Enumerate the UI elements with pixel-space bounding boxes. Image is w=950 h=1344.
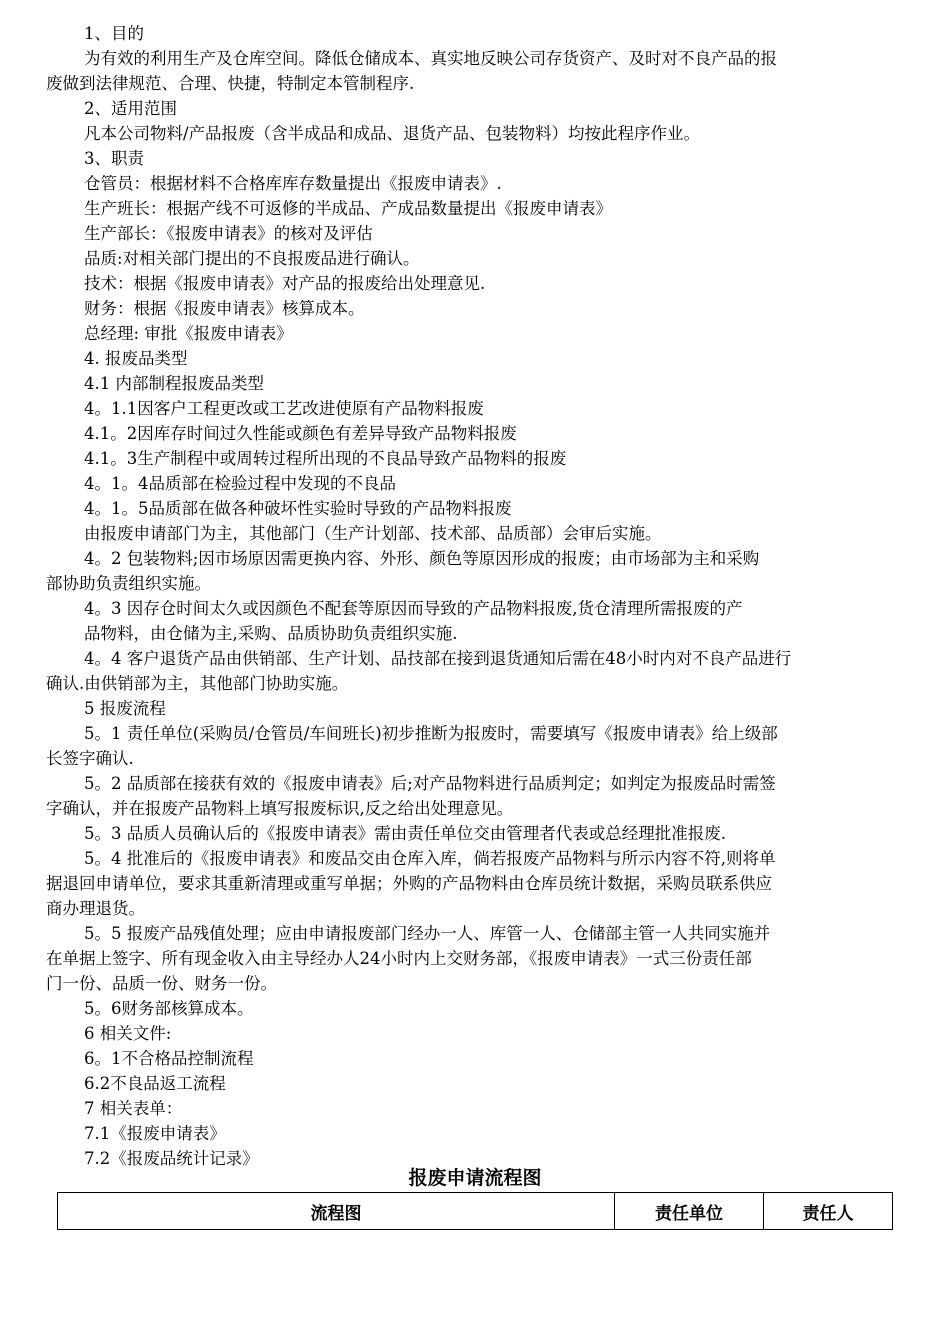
paragraph-line: 5。4 批准后的《报废申请表》和废品交由仓库入库，倘若报废产品物料与所示内容不符,则将单 — [84, 849, 776, 868]
paragraph-line: 6.2不良品返工流程 — [84, 1074, 226, 1093]
paragraph-line: 总经理: 审批《报废申请表》 — [84, 324, 293, 343]
section-heading-duties: 3、职责 — [84, 149, 144, 168]
section-heading-purpose: 1、目的 — [84, 24, 144, 43]
paragraph-line: 4。1。5品质部在做各种破坏性实验时导致的产品物料报废 — [84, 499, 512, 518]
paragraph-line: 据退回申请单位，要求其重新清理或重写单据；外购的产品物料由仓库员统计数据，采购员联系供应 — [46, 874, 772, 893]
paragraph-line: 品质:对相关部门提出的不良报废品进行确认。 — [84, 249, 420, 268]
paragraph-line: 确认.由供销部为主，其他部门协助实施。 — [46, 674, 349, 693]
paragraph-line: 6。1不合格品控制流程 — [84, 1049, 254, 1068]
flowchart-table — [57, 1192, 893, 1230]
section-heading-related-docs: 6 相关文件: — [84, 1024, 172, 1043]
paragraph-line: 生产部长：《报废申请表》的核对及评估 — [84, 224, 373, 243]
paragraph-line: 5。2 品质部在接获有效的《报废申请表》后;对产品物料进行品质判定；如判定为报废品时需签 — [84, 774, 776, 793]
paragraph-line: 长签字确认. — [46, 749, 134, 768]
paragraph-line: 4。4 客户退货产品由供销部、生产计划、品技部在接到退货通知后需在48小时内对不良产品进行 — [84, 649, 792, 668]
section-heading-related-forms: 7 相关表单： — [84, 1099, 183, 1118]
paragraph-line: 废做到法律规范、合理、快捷，特制定本管制程序. — [46, 74, 415, 93]
table-header-responsible-unit: 责任单位 — [615, 1193, 764, 1230]
paragraph-line: 凡本公司物料/产品报废（含半成品和成品、退货产品、包装物料）均按此程序作业。 — [84, 124, 701, 143]
paragraph-line: 7.1《报废申请表》 — [84, 1124, 226, 1143]
paragraph-line: 5。6财务部核算成本。 — [84, 999, 254, 1018]
table-header-flowchart: 流程图 — [58, 1193, 615, 1230]
paragraph-line: 5。1 责任单位(采购员/仓管员/车间班长)初步推断为报废时，需要填写《报废申请表》给上级部 — [84, 724, 778, 743]
paragraph-line: 4。2 包装物料;因市场原因需更换内容、外形、颜色等原因形成的报废；由市场部为主和采购 — [84, 549, 760, 568]
paragraph-line: 由报废申请部门为主，其他部门（生产计划部、技术部、品质部）会审后实施。 — [84, 524, 662, 543]
paragraph-line: 5。3 品质人员确认后的《报废申请表》需由责任单位交由管理者代表或总经理批准报废. — [84, 824, 726, 843]
paragraph-line: 仓管员：根据材料不合格库库存数量提出《报废申请表》. — [84, 174, 502, 193]
paragraph-line: 4。3 因存仓时间太久或因颜色不配套等原因而导致的产品物料报废,货仓清理所需报废的产 — [84, 599, 743, 618]
paragraph-line: 4.1。2因库存时间过久性能或颜色有差异导致产品物料报废 — [84, 424, 517, 443]
paragraph-line: 字确认，并在报废产品物料上填写报废标识,反之给出处理意见。 — [46, 799, 514, 818]
paragraph-line: 部协助负责组织实施。 — [46, 574, 211, 593]
paragraph-line: 4.1 内部制程报废品类型 — [84, 374, 264, 393]
paragraph-line: 品物料，由仓储为主,采购、品质协助负责组织实施. — [84, 624, 458, 643]
paragraph-line: 4。1.1因客户工程更改或工艺改进使原有产品物料报废 — [84, 399, 484, 418]
paragraph-line: 商办理退货。 — [46, 899, 145, 918]
section-heading-scope: 2、适用范围 — [84, 99, 177, 118]
paragraph-line: 4。1。4品质部在检验过程中发现的不良品 — [84, 474, 396, 493]
paragraph-line: 在单据上签字、所有现金收入由主导经办人24小时内上交财务部，《报废申请表》一式三份责任部 — [46, 949, 752, 968]
table-header-row — [58, 1193, 893, 1230]
paragraph-line: 财务：根据《报废申请表》核算成本。 — [84, 299, 365, 318]
table-header-responsible-person: 责任人 — [764, 1193, 893, 1230]
section-heading-scrap-types: 4. 报废品类型 — [84, 349, 188, 368]
section-heading-process: 5 报废流程 — [84, 699, 166, 718]
paragraph-line: 为有效的利用生产及仓库空间。降低仓储成本、真实地反映公司存货资产、及时对不良产品的报 — [84, 49, 777, 68]
paragraph-line: 4.1。3生产制程中或周转过程所出现的不良品导致产品物料的报废 — [84, 449, 567, 468]
flowchart-title: 报废申请流程图 — [408, 1167, 542, 1189]
paragraph-line: 技术：根据《报废申请表》对产品的报废给出处理意见. — [84, 274, 486, 293]
paragraph-line: 5。5 报废产品残值处理；应由申请报废部门经办一人、库管一人、仓储部主管一人共同实施并 — [84, 924, 771, 943]
paragraph-line: 7.2《报废品统计记录》 — [84, 1149, 259, 1168]
paragraph-line: 门一份、品质一份、财务一份。 — [46, 974, 277, 993]
paragraph-line: 生产班长：根据产线不可返修的半成品、产成品数量提出《报废申请表》 — [84, 199, 612, 218]
